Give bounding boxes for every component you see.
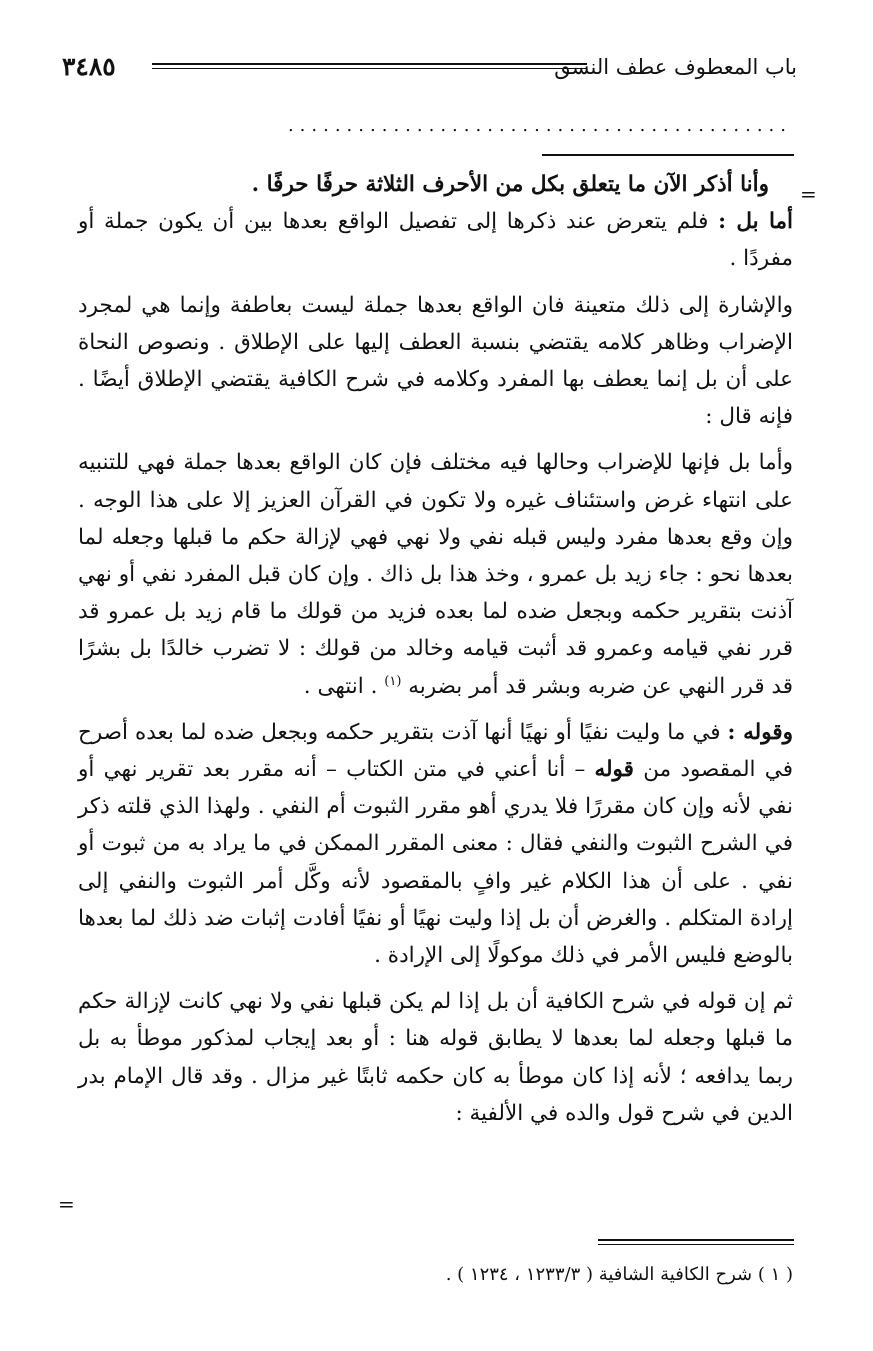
margin-mark-top: = [800, 182, 817, 206]
paragraph-text: ثم إن قوله في شرح الكافية أن بل إذا لم يكن قبلها نفي ولا نهي كانت لإزالة حكم ما قبلها وجعله لما بعدها لا يطابق قوله هنا : أو بعد إيجاب لمذكور موطأ به بل ربما يدافعه ؛ لأنه إذا كان موطأ به كان حكمه ثابتًا غير مزال . وقد قال الإمام بدر الدين في شرح قول والده في الألفية : [78, 989, 793, 1126]
footnote-rule [598, 1239, 794, 1245]
paragraph-text: في ما وليت نفيًا أو نهيًا أنها آذت بتقرير حكمه وبجعل ضده لما بعده أصرح في المقصود من [78, 719, 793, 783]
footnote: ( ١ ) شرح الكافية الشافية ( ١٢٣٣/٣ ، ١٢٣٤ ) . [445, 1264, 793, 1285]
paragraph-1 [78, 203, 793, 277]
page-number: ٣٤٨٥ [62, 52, 116, 81]
header-rule [152, 63, 587, 69]
paragraph-rest: – أنا أعني في متن الكتاب – أنه مقرر بعد تقرير نهي أو نفي لأنه وإن كان مقررًا فلا يدري أهو مقرر الثبوت أم النفي . ولهذا الذي قلته ذكر في الشرح الثبوت والنفي فقال : معنى المقرر الممكن في ما يراد به من ثبوت أو نفي . على أن هذا الكلام غير وافٍ بالمقصود لأنه وكَّل أمر الثبوت والنفي إلى إرادة المتكلم . والغرض أن بل إذا وليت نهيًا أو نفيًا أفادت إثبات ضد ذلك لما بعدها بالوضع فليس الأمر في ذلك موكولًا إلى الإرادة . [78, 757, 793, 969]
section-heading [78, 166, 793, 203]
chapter-title: باب المعطوف عطف النسق [554, 55, 797, 79]
margin-mark-bottom: = [58, 1192, 75, 1216]
paragraph-4 [78, 714, 793, 974]
paragraph-tail: . انتهى . [303, 673, 385, 699]
paragraph-lead: وقوله : [727, 719, 793, 745]
paragraph-3 [78, 444, 793, 704]
paragraph-text: والإشارة إلى ذلك متعينة فان الواقع بعدها جملة ليست بعاطفة وإنما هي لمجرد الإضراب وظاهر كلامه يقتضي بنسبة العطف إليها على الإطلاق . ونصوص النحاة على أن بل إنما يعطف بها المفرد وكلامه في شرح الكافية يقتضي الإطلاق أيضًا . فإنه قال : [78, 292, 793, 430]
page-header [62, 52, 797, 82]
omission-dots: ........................................... [287, 118, 792, 134]
section-rule [542, 154, 794, 156]
paragraph-text: فلم يتعرض عند ذكرها إلى تفصيل الواقع بعدها بين أن يكون جملة أو مفردًا . [78, 209, 793, 272]
main-text [78, 166, 793, 1132]
inline-bold-word: قوله [594, 757, 634, 783]
paragraph-5 [78, 983, 793, 1132]
paragraph-text: وأما بل فإنها للإضراب وحالها فيه مختلف فإن كان الواقع بعدها جملة فهي للتنبيه على انتهاء غرض واستئناف غيره ولا تكون في القرآن العزيز إلا على هذا الوجه . وإن وقع بعدها مفرد وليس قبله نفي ولا نهي فهي لإزالة حكم ما قبلها وجعله لما بعدها نحو : جاء زيد بل عمرو ، وخذ هذا بل ذاك . وإن كان قبل المفرد نفي أو نهي آذنت بتقرير حكمه وبجعل ضده لما بعده فزيد من قولك ما قام زيد بل عمرو قد قرر نفي قيامه وعمرو قد أثبت قيامه وخالد من قولك : لا تضرب خالدًا بل بشرًا قد قرر النهي عن ضربه وبشر قد أمر بضربه [78, 450, 794, 699]
heading-text: وأنا أذكر الآن ما يتعلق بكل من الأحرف الثلاثة حرفًا حرفًا . [251, 172, 769, 197]
footnote-reference: (١) [384, 673, 402, 689]
paragraph-lead: أما بل : [718, 209, 794, 235]
paragraph-2 [78, 287, 793, 436]
